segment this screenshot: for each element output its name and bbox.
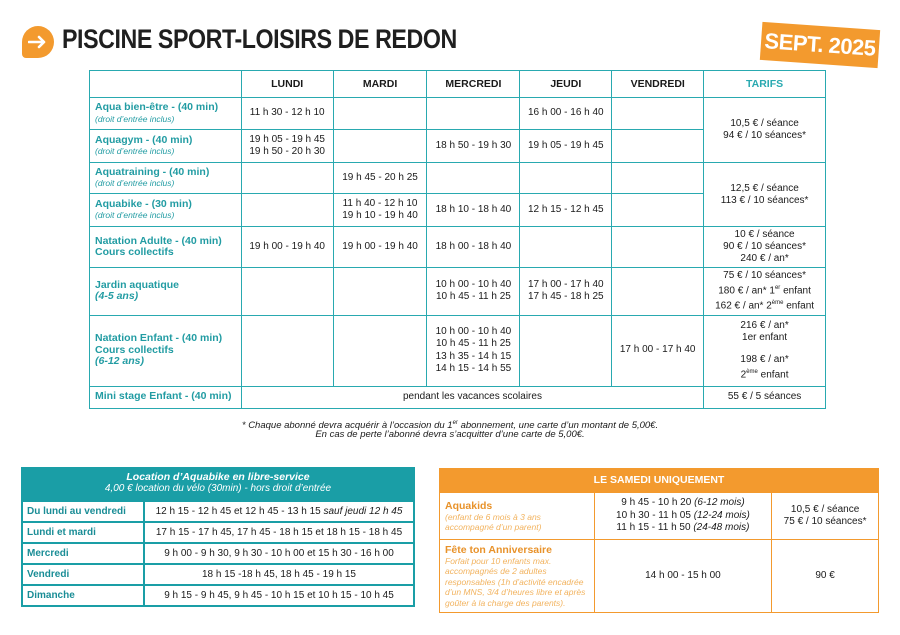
header-empty [90,71,242,98]
price-cell: 55 € / 5 séances [704,386,826,408]
table-row [90,227,826,268]
table-row [440,540,879,613]
table-header-row [90,71,826,98]
slot-cell [612,98,704,130]
slot-cell [520,315,612,386]
price-cell: 75 € / 10 séances* 180 € / an* 1er enfant 162 € / an* 2ème enfant [704,268,826,316]
slot-cell [520,163,612,194]
slot-cell: 9 h 45 - 10 h 20 (6-12 mois) 10 h 30 - 11 h 05 (12-24 mois) 11 h 15 - 11 h 50 (24-48 mois) [594,493,771,540]
arrow-right-icon [28,35,48,49]
slot-cell: pendant les vacances scolaires [241,386,703,408]
samedi-box [439,468,879,613]
slot-cell: 18 h 10 - 18 h 40 [427,194,520,227]
slot-cell: 17 h 00 - 17 h 40 [612,315,704,386]
activity-cell: Aqua bien-être - (40 min) (droit d’entrée inclus) [90,98,242,130]
slot-cell [241,315,333,386]
slot-cell: 16 h 00 - 16 h 40 [520,98,612,130]
slot-cell [612,194,704,227]
schedule-table [89,70,826,409]
location-table [21,500,415,607]
slot-cell: 18 h 00 - 18 h 40 [427,227,520,268]
slot-cell [427,163,520,194]
table-row: Vendredi 18 h 15 -18 h 45, 18 h 45 - 19 h 15 [22,564,414,585]
logo [22,26,54,58]
slot-cell: 19 h 05 - 19 h 45 [520,130,612,163]
col-mercredi: MERCREDI [427,71,520,98]
slot-cell [612,163,704,194]
slot-cell: 19 h 45 - 20 h 25 [333,163,427,194]
slot-cell [241,163,333,194]
slot-cell [612,130,704,163]
table-row [90,98,826,130]
col-tarifs: TARIFS [704,71,826,98]
location-header: Location d’Aquabike en libre-service 4,00 € location du vélo (30min) - hors droit d’entrée [21,467,415,500]
price-cell: 10,5 € / séance 75 € / 10 séances* [772,493,879,540]
activity-cell: Mini stage Enfant - (40 min) [90,386,242,408]
slot-cell: 19 h 05 - 19 h 45 19 h 50 - 20 h 30 [241,130,333,163]
table-row: Mercredi 9 h 00 - 9 h 30, 9 h 30 - 10 h 00 et 15 h 30 - 16 h 00 [22,543,414,564]
col-vendredi: VENDREDI [612,71,704,98]
slot-cell: 17 h 00 - 17 h 40 17 h 45 - 18 h 25 [520,268,612,316]
slot-cell [520,227,612,268]
activity-cell: Aquagym - (40 min) (droit d’entrée inclus) [90,130,242,163]
slot-cell: 18 h 50 - 19 h 30 [427,130,520,163]
slot-cell: 11 h 30 - 12 h 10 [241,98,333,130]
table-row [90,163,826,194]
slot-cell: 11 h 40 - 12 h 10 19 h 10 - 19 h 40 [333,194,427,227]
footnote-line2: En cas de perte l’abonné devra s’acquitter d’une carte de 5,00€. [315,429,585,440]
table-row [90,386,826,408]
price-cell: 10 € / séance 90 € / 10 séances* 240 € / an* [704,227,826,268]
table-row: Du lundi au vendredi 12 h 15 - 12 h 45 et 12 h 45 - 13 h 15 sauf jeudi 12 h 45 [22,501,414,522]
slot-cell: 19 h 00 - 19 h 40 [241,227,333,268]
price-cell: 216 € / an* 1er enfant 198 € / an* 2ème enfant [704,315,826,386]
slot-cell: 19 h 00 - 19 h 40 [333,227,427,268]
col-jeudi: JEUDI [520,71,612,98]
slot-cell [612,227,704,268]
slot-cell [333,98,427,130]
slot-cell: 10 h 00 - 10 h 40 10 h 45 - 11 h 25 [427,268,520,316]
slot-cell [333,268,427,316]
slot-cell [427,98,520,130]
activity-cell: Fête ton Anniversaire Forfait pour 10 enfants max. accompagnés de 2 adultes responsables (1h d’activité encadrée d’un MNS, 3/4 d’heures libre et après goûter à la charge des parents). [440,540,595,613]
table-row [90,315,826,386]
samedi-header: LE SAMEDI UNIQUEMENT [439,468,879,492]
table-row [90,268,826,316]
price-cell: 90 € [772,540,879,613]
date-badge: SEPT. 2025 [760,22,880,68]
activity-cell: Jardin aquatique (4-5 ans) [90,268,242,316]
table-row: Dimanche 9 h 15 - 9 h 45, 9 h 45 - 10 h 15 et 10 h 15 - 10 h 45 [22,585,414,606]
slot-cell [241,194,333,227]
page-title: PISCINE SPORT-LOISIRS DE REDON [62,24,457,54]
activity-cell: Natation Enfant - (40 min) Cours collectifs (6-12 ans) [90,315,242,386]
aquabike-location-box [21,467,415,607]
slot-cell: 10 h 00 - 10 h 40 10 h 45 - 11 h 25 13 h 35 - 14 h 15 14 h 15 - 14 h 55 [427,315,520,386]
col-lundi: LUNDI [241,71,333,98]
activity-cell: Aquakids (enfant de 6 mois à 3 ans accompagné d’un parent) [440,493,595,540]
slot-cell [241,268,333,316]
samedi-table [439,492,879,613]
table-row [440,493,879,540]
activity-cell: Natation Adulte - (40 min) Cours collectifs [90,227,242,268]
col-mardi: MARDI [333,71,427,98]
price-cell: 10,5 € / séance 94 € / 10 séances* [704,98,826,163]
slot-cell: 14 h 00 - 15 h 00 [594,540,771,613]
slot-cell: 12 h 15 - 12 h 45 [520,194,612,227]
slot-cell [333,315,427,386]
slot-cell [612,268,704,316]
footnote: * Chaque abonné devra acquérir à l’occasion du 1er abonnement, une carte d’un montant de 5,00€. [241,420,659,432]
slot-cell [333,130,427,163]
price-cell: 12,5 € / séance 113 € / 10 séances* [704,163,826,227]
activity-cell: Aquabike - (30 min) (droit d’entrée inclus) [90,194,242,227]
activity-cell: Aquatraining - (40 min) (droit d’entrée inclus) [90,163,242,194]
table-row: Lundi et mardi 17 h 15 - 17 h 45, 17 h 45 - 18 h 15 et 18 h 15 - 18 h 45 [22,522,414,543]
